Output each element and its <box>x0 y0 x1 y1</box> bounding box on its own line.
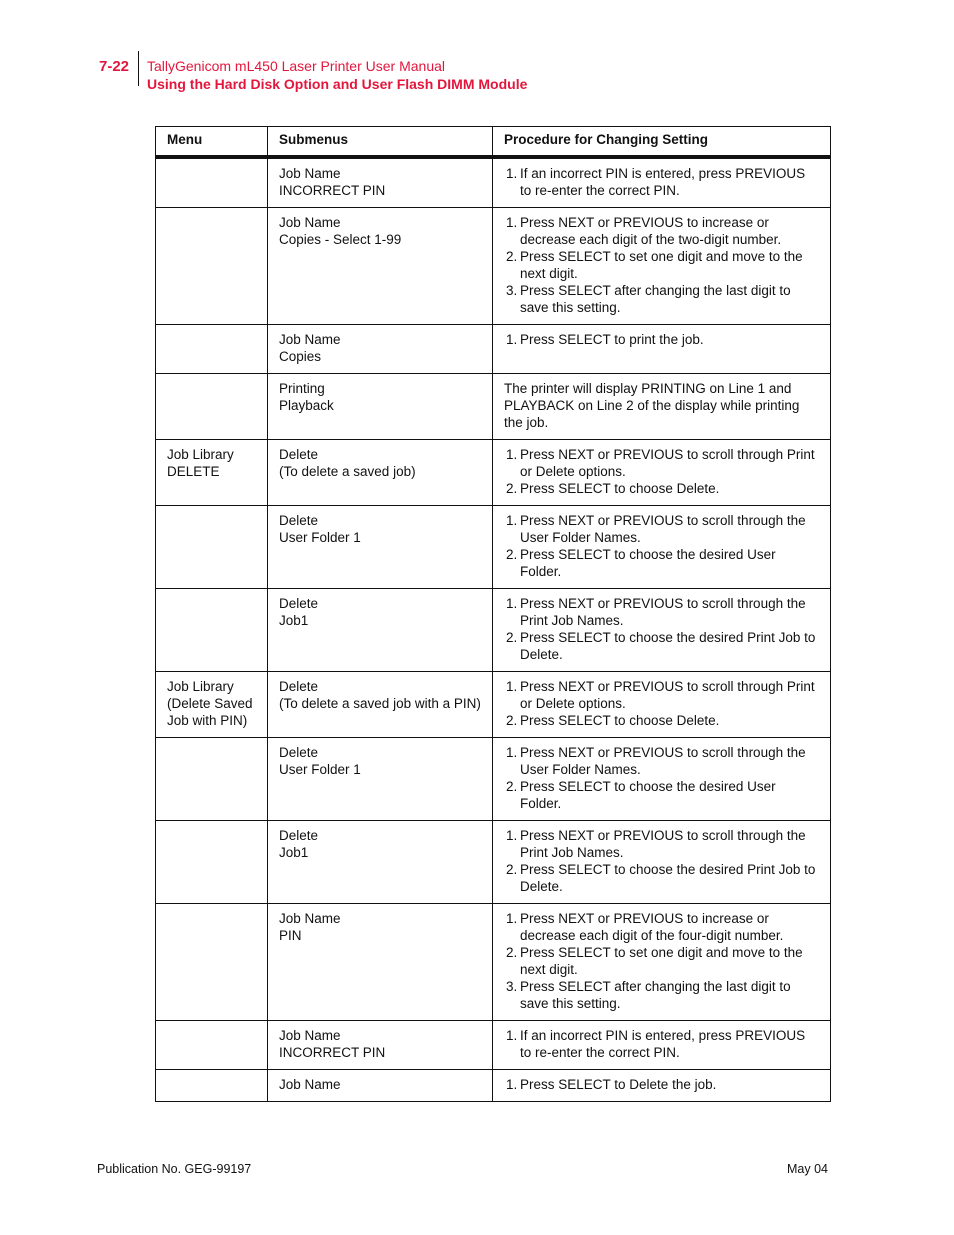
step-text: If an incorrect PIN is entered, press PREVIOUS to re-enter the correct PIN. <box>520 1028 806 1060</box>
procedure-step <box>504 744 819 778</box>
table-row <box>156 589 831 672</box>
step-number: 1. <box>506 447 518 462</box>
step-text: Press SELECT to choose the desired User Folder. <box>520 779 776 811</box>
step-text: Press NEXT or PREVIOUS to scroll through the Print Job Names. <box>520 828 806 860</box>
procedure-step <box>504 861 819 895</box>
table-row <box>156 672 831 738</box>
procedure-step <box>504 978 819 1012</box>
procedure-steps <box>504 331 819 348</box>
manual-title: TallyGenicom mL450 Laser Printer User Manual <box>147 58 446 74</box>
procedure-step <box>504 480 819 497</box>
submenu-cell <box>268 904 493 1021</box>
procedure-step <box>504 910 819 944</box>
submenu-cell <box>268 325 493 374</box>
submenu-text: Playback <box>279 398 334 413</box>
step-number: 1. <box>506 166 518 181</box>
procedure-steps <box>504 1076 819 1093</box>
procedure-step <box>504 944 819 978</box>
step-text: Press NEXT or PREVIOUS to scroll through the User Folder Names. <box>520 513 806 545</box>
procedure-steps <box>504 446 819 497</box>
step-text: Press NEXT or PREVIOUS to scroll through Print or Delete options. <box>520 447 815 479</box>
submenu-text: INCORRECT PIN <box>279 1045 386 1060</box>
step-text: Press SELECT to Delete the job. <box>520 1077 717 1092</box>
menu-cell <box>156 506 268 589</box>
menu-text: DELETE <box>167 464 220 479</box>
submenu-text: Delete <box>279 745 319 760</box>
procedure-step <box>504 282 819 316</box>
step-number: 2. <box>506 249 518 264</box>
procedure-cell <box>493 440 831 506</box>
submenu-text: Job1 <box>279 613 309 628</box>
column-header-menu: Menu <box>156 127 268 158</box>
step-number: 2. <box>506 547 518 562</box>
procedure-steps <box>504 827 819 895</box>
procedure-text: The printer will display PRINTING on Line 1 and PLAYBACK on Line 2 of the display while printing the job. <box>504 381 800 430</box>
step-number: 1. <box>506 513 518 528</box>
step-number: 1. <box>506 1028 518 1043</box>
submenu-text: PIN <box>279 928 302 943</box>
step-text: Press SELECT to print the job. <box>520 332 704 347</box>
table-row <box>156 374 831 440</box>
column-header-procedure: Procedure for Changing Setting <box>493 127 831 158</box>
submenu-cell <box>268 1070 493 1102</box>
procedure-step <box>504 446 819 480</box>
step-number: 1. <box>506 1077 518 1092</box>
procedure-steps <box>504 165 819 199</box>
submenu-text: Delete <box>279 828 319 843</box>
procedure-step <box>504 629 819 663</box>
submenu-text: Job Name <box>279 1077 341 1092</box>
settings-table <box>155 126 831 1102</box>
submenu-text: Job Name <box>279 911 341 926</box>
step-number: 3. <box>506 283 518 298</box>
procedure-step <box>504 546 819 580</box>
submenu-text: Delete <box>279 679 319 694</box>
step-text: Press SELECT to choose Delete. <box>520 481 720 496</box>
page-header <box>0 0 954 100</box>
submenu-cell <box>268 208 493 325</box>
submenu-cell <box>268 821 493 904</box>
procedure-step <box>504 678 819 712</box>
procedure-step <box>504 778 819 812</box>
table-row <box>156 325 831 374</box>
submenu-text: User Folder 1 <box>279 530 361 545</box>
submenu-cell <box>268 506 493 589</box>
step-text: Press NEXT or PREVIOUS to scroll through the User Folder Names. <box>520 745 806 777</box>
submenu-text: (To delete a saved job with a PIN) <box>279 696 481 711</box>
procedure-step <box>504 248 819 282</box>
menu-cell <box>156 738 268 821</box>
submenu-text: Job1 <box>279 845 309 860</box>
submenu-text: Copies <box>279 349 322 364</box>
step-text: Press NEXT or PREVIOUS to increase or decrease each digit of the four-digit number. <box>520 911 784 943</box>
procedure-cell <box>493 738 831 821</box>
submenu-text: Job Name <box>279 332 341 347</box>
step-number: 3. <box>506 979 518 994</box>
submenu-text: Job Name <box>279 215 341 230</box>
menu-cell <box>156 1070 268 1102</box>
menu-text: Job Library <box>167 447 234 462</box>
step-text: Press SELECT to choose Delete. <box>520 713 720 728</box>
menu-cell <box>156 672 268 738</box>
procedure-cell <box>493 208 831 325</box>
procedure-steps <box>504 1027 819 1061</box>
publication-number: Publication No. GEG-99197 <box>97 1162 252 1176</box>
procedure-step <box>504 595 819 629</box>
step-number: 2. <box>506 713 518 728</box>
procedure-step <box>504 214 819 248</box>
submenu-text: Job Name <box>279 1028 341 1043</box>
menu-text: Job Library <box>167 679 234 694</box>
table-row <box>156 208 831 325</box>
table-header-row <box>156 127 831 158</box>
step-text: Press NEXT or PREVIOUS to scroll through Print or Delete options. <box>520 679 815 711</box>
step-number: 1. <box>506 596 518 611</box>
procedure-steps <box>504 512 819 580</box>
table-row <box>156 821 831 904</box>
menu-text: Job with PIN) <box>167 713 248 728</box>
menu-cell <box>156 1021 268 1070</box>
procedure-steps <box>504 595 819 663</box>
step-number: 2. <box>506 862 518 877</box>
submenu-cell <box>268 157 493 208</box>
table-row <box>156 157 831 208</box>
menu-cell <box>156 208 268 325</box>
procedure-cell <box>493 1021 831 1070</box>
step-number: 1. <box>506 828 518 843</box>
step-text: Press NEXT or PREVIOUS to increase or decrease each digit of the two-digit number. <box>520 215 782 247</box>
procedure-step <box>504 512 819 546</box>
procedure-cell <box>493 589 831 672</box>
table-row <box>156 904 831 1021</box>
submenu-cell <box>268 1021 493 1070</box>
submenu-text: Delete <box>279 447 319 462</box>
procedure-cell <box>493 325 831 374</box>
menu-cell <box>156 440 268 506</box>
menu-cell <box>156 589 268 672</box>
procedure-cell <box>493 1070 831 1102</box>
submenu-text: Delete <box>279 513 319 528</box>
step-number: 2. <box>506 945 518 960</box>
procedure-cell <box>493 821 831 904</box>
step-text: Press SELECT to choose the desired Print Job to Delete. <box>520 862 816 894</box>
step-number: 1. <box>506 215 518 230</box>
procedure-cell <box>493 374 831 440</box>
menu-cell <box>156 325 268 374</box>
step-number: 2. <box>506 481 518 496</box>
step-text: Press SELECT to choose the desired Print Job to Delete. <box>520 630 816 662</box>
step-text: Press SELECT to set one digit and move to the next digit. <box>520 945 803 977</box>
table-row <box>156 1070 831 1102</box>
procedure-steps <box>504 744 819 812</box>
submenu-cell <box>268 589 493 672</box>
publication-date: May 04 <box>787 1162 828 1176</box>
step-number: 2. <box>506 630 518 645</box>
menu-cell <box>156 157 268 208</box>
submenu-text: (To delete a saved job) <box>279 464 416 479</box>
step-text: Press SELECT to set one digit and move to the next digit. <box>520 249 803 281</box>
menu-cell <box>156 374 268 440</box>
procedure-cell <box>493 904 831 1021</box>
step-number: 1. <box>506 911 518 926</box>
table-row <box>156 1021 831 1070</box>
step-text: If an incorrect PIN is entered, press PREVIOUS to re-enter the correct PIN. <box>520 166 806 198</box>
table-row <box>156 506 831 589</box>
column-header-submenus: Submenus <box>268 127 493 158</box>
submenu-text: Copies - Select 1-99 <box>279 232 402 247</box>
procedure-steps <box>504 678 819 729</box>
submenu-text: Delete <box>279 596 319 611</box>
step-text: Press SELECT after changing the last digit to save this setting. <box>520 979 791 1011</box>
step-number: 1. <box>506 679 518 694</box>
procedure-cell <box>493 157 831 208</box>
procedure-step <box>504 331 819 348</box>
step-number: 2. <box>506 779 518 794</box>
procedure-step <box>504 712 819 729</box>
submenu-cell <box>268 672 493 738</box>
submenu-cell <box>268 440 493 506</box>
submenu-text: INCORRECT PIN <box>279 183 386 198</box>
table-row <box>156 440 831 506</box>
procedure-step <box>504 827 819 861</box>
step-text: Press SELECT to choose the desired User Folder. <box>520 547 776 579</box>
table-row <box>156 738 831 821</box>
procedure-steps <box>504 910 819 1012</box>
submenu-cell <box>268 738 493 821</box>
table-body <box>156 157 831 1102</box>
submenu-text: User Folder 1 <box>279 762 361 777</box>
menu-text: (Delete Saved <box>167 696 253 711</box>
page-number: 7-22 <box>99 58 130 75</box>
submenu-cell <box>268 374 493 440</box>
procedure-steps <box>504 214 819 316</box>
step-number: 1. <box>506 745 518 760</box>
menu-cell <box>156 904 268 1021</box>
procedure-step <box>504 165 819 199</box>
step-text: Press NEXT or PREVIOUS to scroll through the Print Job Names. <box>520 596 806 628</box>
section-title: Using the Hard Disk Option and User Flash DIMM Module <box>147 76 528 92</box>
step-text: Press SELECT after changing the last digit to save this setting. <box>520 283 791 315</box>
submenu-text: Printing <box>279 381 325 396</box>
procedure-cell <box>493 672 831 738</box>
header-divider <box>138 51 139 86</box>
menu-cell <box>156 821 268 904</box>
procedure-step <box>504 1027 819 1061</box>
step-number: 1. <box>506 332 518 347</box>
procedure-cell <box>493 506 831 589</box>
submenu-text: Job Name <box>279 166 341 181</box>
procedure-step <box>504 1076 819 1093</box>
